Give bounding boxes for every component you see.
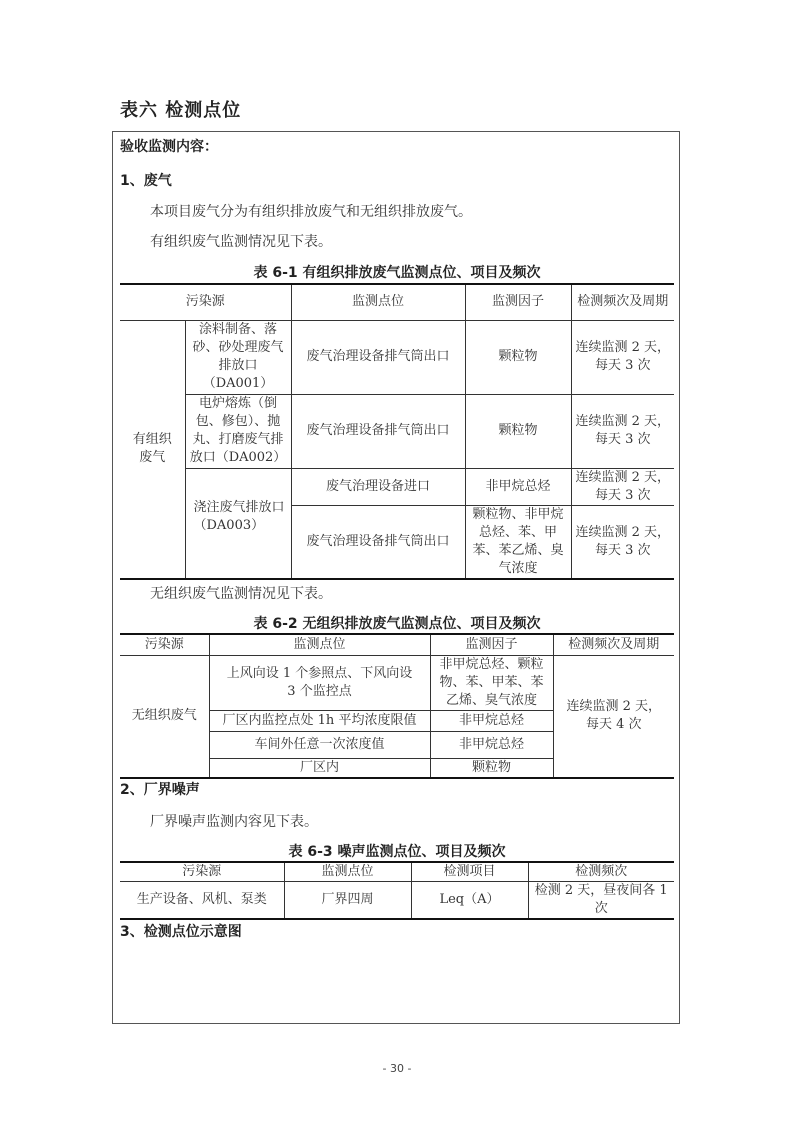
factor-cell: 颗粒物、非甲烷总烃、苯、甲苯、苯乙烯、臭气浓度 xyxy=(465,505,571,579)
freq-cell: 连续监测 2 天，每天 3 次 xyxy=(571,468,674,505)
freq-cell: 连续监测 2 天，每天 4 次 xyxy=(553,655,674,778)
table-6-1-caption: 表 6-1 有组织排放废气监测点位、项目及频次 xyxy=(253,265,541,281)
header-cell: 检测频次及周期 xyxy=(553,634,674,655)
header-cell: 监测因子 xyxy=(430,634,553,655)
point-cell: 上风向设 1 个参照点、下风向设 3 个监控点 xyxy=(209,655,430,710)
header-cell: 监测点位 xyxy=(284,862,411,882)
table-row xyxy=(120,655,674,710)
organized-gas-intro: 有组织废气监测情况见下表。 xyxy=(150,234,332,250)
point-cell: 厂界四周 xyxy=(284,882,411,920)
waste-gas-intro: 本项目废气分为有组织排放废气和无组织排放废气。 xyxy=(150,204,472,220)
point-cell: 废气治理设备进口 xyxy=(291,468,465,505)
item-cell: Leq（A） xyxy=(411,882,528,920)
factor-cell: 颗粒物 xyxy=(430,758,553,778)
intro-heading: 验收监测内容： xyxy=(120,139,218,155)
waste-gas-heading: 1、废气 xyxy=(120,173,172,189)
factor-cell: 颗粒物 xyxy=(465,394,571,468)
header-cell: 检测项目 xyxy=(411,862,528,882)
point-cell: 厂区内 xyxy=(209,758,430,778)
diagram-heading: 3、检测点位示意图 xyxy=(120,924,242,940)
factor-cell: 非甲烷总烃、颗粒物、苯、甲苯、苯乙烯、臭气浓度 xyxy=(430,655,553,710)
point-cell: 厂区内监控点处 1h 平均浓度限值 xyxy=(209,710,430,731)
table-6-3 xyxy=(120,861,674,920)
point-cell: 废气治理设备排气筒出口 xyxy=(291,320,465,394)
table-6-2 xyxy=(120,633,674,779)
header-cell: 污染源 xyxy=(120,862,284,882)
freq-cell: 检测 2 天，昼夜间各 1 次 xyxy=(528,882,674,920)
source-cell: 涂料制备、落砂、砂处理废气排放口（DA001） xyxy=(185,320,291,394)
table-row xyxy=(120,320,674,394)
group-cell: 有组织废气 xyxy=(120,320,185,579)
table-row xyxy=(120,882,674,920)
table-row xyxy=(120,468,674,505)
group-cell: 无组织废气 xyxy=(120,655,209,778)
header-cell: 监测点位 xyxy=(209,634,430,655)
factor-cell: 非甲烷总烃 xyxy=(430,710,553,731)
factor-cell: 非甲烷总烃 xyxy=(465,468,571,505)
section-title: 表六 检测点位 xyxy=(120,100,242,121)
page-number: - 30 - xyxy=(382,1062,412,1075)
freq-cell: 连续监测 2 天，每天 3 次 xyxy=(571,505,674,579)
source-cell: 浇注废气排放口（DA003） xyxy=(185,468,291,579)
header-cell: 检测频次 xyxy=(528,862,674,882)
header-cell: 检测频次及周期 xyxy=(571,284,674,320)
freq-cell: 连续监测 2 天，每天 3 次 xyxy=(571,394,674,468)
source-cell: 生产设备、风机、泵类 xyxy=(120,882,284,920)
noise-heading: 2、厂界噪声 xyxy=(120,782,200,798)
point-cell: 废气治理设备排气筒出口 xyxy=(291,394,465,468)
point-cell: 废气治理设备排气筒出口 xyxy=(291,505,465,579)
noise-intro: 厂界噪声监测内容见下表。 xyxy=(150,814,318,830)
fugitive-gas-intro: 无组织废气监测情况见下表。 xyxy=(150,586,332,602)
header-cell: 监测因子 xyxy=(465,284,571,320)
header-cell: 监测点位 xyxy=(291,284,465,320)
factor-cell: 非甲烷总烃 xyxy=(430,731,553,758)
source-cell: 电炉熔炼（倒包、修包）、抛丸、打磨废气排放口（DA002） xyxy=(185,394,291,468)
freq-cell: 连续监测 2 天，每天 3 次 xyxy=(571,320,674,394)
table-6-1 xyxy=(120,283,674,580)
table-6-2-caption: 表 6-2 无组织排放废气监测点位、项目及频次 xyxy=(253,616,541,632)
header-cell: 污染源 xyxy=(120,634,209,655)
point-cell: 车间外任意一次浓度值 xyxy=(209,731,430,758)
table-6-3-caption: 表 6-3 噪声监测点位、项目及频次 xyxy=(288,844,506,860)
table-row xyxy=(120,394,674,468)
factor-cell: 颗粒物 xyxy=(465,320,571,394)
header-cell: 污染源 xyxy=(120,284,291,320)
